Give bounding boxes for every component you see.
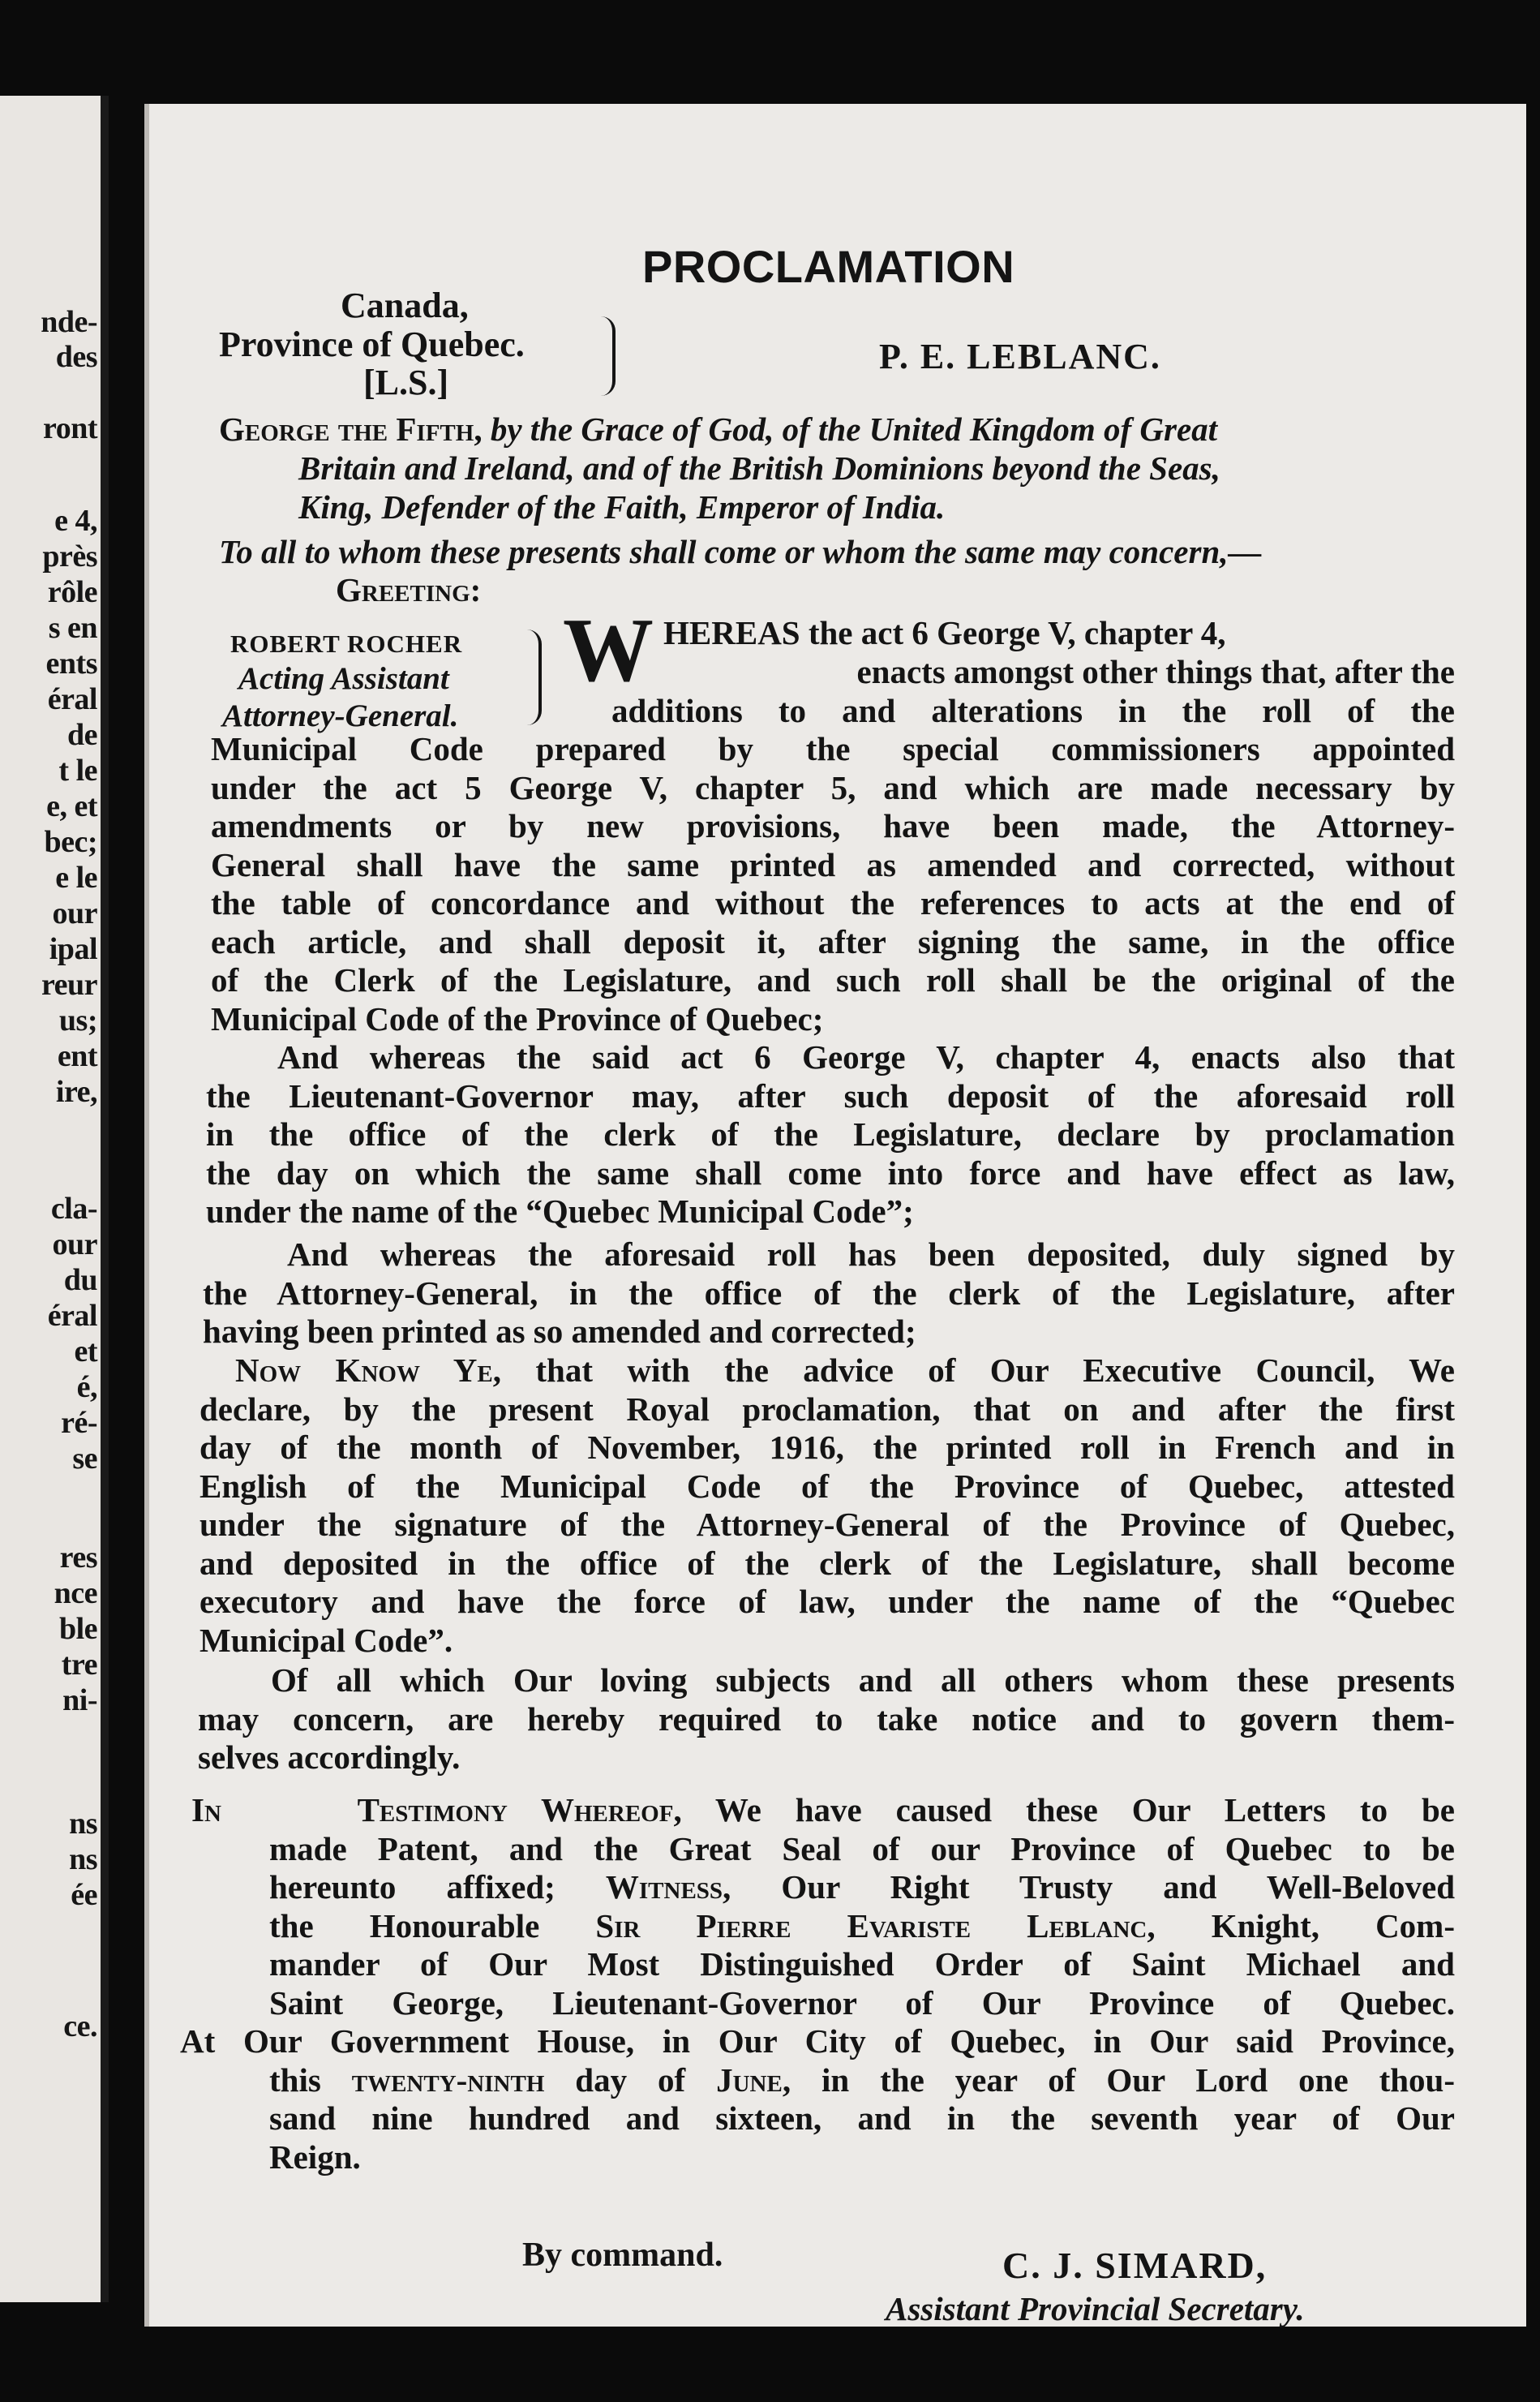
- proclamation-page: [144, 104, 1526, 2327]
- testimony-line8: this twenty-ninth day of June, in the year of Our Lord one thou-: [269, 2060, 1455, 2099]
- testimony-line6: Saint George, Lieutenant-Governor of Our Province of Quebec.: [269, 1983, 1455, 2022]
- p1-line6: amendments or by new provisions, have been made, the Attorney-: [211, 807, 1455, 844]
- p2-line1: And whereas the said act 6 George V, chapter 4, enacts also that: [277, 1038, 1455, 1076]
- p4-line5: under the signature of the Attorney-General of the Province of Quebec,: [199, 1506, 1455, 1543]
- officer-name: ROBERT ROCHER: [230, 630, 463, 658]
- p1-line4: Municipal Code prepared by the special commissioners appointed: [211, 730, 1455, 767]
- left-page-fragment: e 4,: [54, 504, 97, 538]
- left-page-fragment: é,: [76, 1370, 97, 1404]
- adjacent-page-strip: [0, 96, 109, 2302]
- address-line: To all to whom these presents shall come or whom the same may concern,—: [219, 533, 1262, 570]
- p4-line1: Now Know Ye, that with the advice of Our Executive Council, We: [235, 1351, 1455, 1389]
- left-page-fragment: ent: [57, 1039, 97, 1073]
- testimony-line7: At Our Government House, in Our City of Quebec, in Our said Province,: [180, 2022, 1455, 2060]
- left-page-fragment: ipal: [49, 932, 97, 966]
- p1-line9: each article, and shall deposit it, after signing the same, in the office: [211, 922, 1455, 960]
- now-know-ye: Now Know Ye,: [235, 1351, 502, 1389]
- signatory-title: Assistant Provincial Secretary.: [886, 2290, 1305, 2327]
- paragraph-3: [203, 1235, 1455, 1351]
- left-page-fragment: e le: [55, 861, 97, 895]
- left-page-fragment: ce.: [63, 2009, 97, 2043]
- greeting: Greeting:: [336, 571, 482, 608]
- governor-name: P. E. LEBLANC.: [879, 337, 1161, 376]
- testimony-line1: In Testimony Whereof, We have caused these Our Letters to be: [191, 1791, 1455, 1828]
- left-page-fragment: reur: [41, 968, 97, 1002]
- left-page-fragment: se: [72, 1442, 97, 1476]
- p4-line7: executory and have the force of law, under the name of the “Quebec: [199, 1583, 1455, 1620]
- left-page-fragment: ble: [58, 1612, 97, 1646]
- left-page-fragment: ront: [43, 411, 97, 445]
- left-page-fragment: ni-: [62, 1683, 97, 1717]
- p4-line3: day of the month of November, 1916, the printed roll in French and in: [199, 1429, 1455, 1466]
- left-page-fragment: our: [52, 1227, 97, 1261]
- paragraph-1-body: [211, 730, 1455, 1038]
- officer-brace: [525, 630, 542, 725]
- p3-line1: And whereas the aforesaid roll has been deposited, duly signed by: [287, 1235, 1455, 1273]
- left-page-fragment: t le: [58, 754, 97, 788]
- left-page-fragment: cla-: [50, 1192, 97, 1226]
- p2-line3: in the office of the clerk of the Legislature, declare by proclamation: [206, 1115, 1455, 1153]
- p1-line5: under the act 5 George V, chapter 5, and which are made necessary by: [211, 768, 1455, 806]
- p1-line10: of the Clerk of the Legislature, and such roll shall be the original of the: [211, 961, 1455, 999]
- p3-line2: the Attorney-General, in the office of the clerk of the Legislature, after: [203, 1274, 1455, 1312]
- drop-cap: W: [563, 600, 654, 701]
- place-canada: Canada,: [341, 286, 469, 325]
- in-testimony-whereof: Testimony Whereof,: [357, 1791, 682, 1828]
- by-command: By command.: [522, 2237, 723, 2274]
- paragraph-1-intro: [563, 600, 1455, 701]
- p1-line3: additions to and alterations in the roll of the: [611, 692, 1455, 729]
- left-page-fragment: rôle: [47, 575, 97, 609]
- p5-line2: may concern, are hereby required to take notice and to govern them-: [198, 1699, 1455, 1738]
- left-page-fragment: près: [42, 539, 97, 574]
- paragraph-2: [206, 1038, 1455, 1231]
- testimony-line2: made Patent, and the Great Seal of our Province of Quebec to be: [269, 1829, 1455, 1867]
- p2-line4: the day on which the same shall come into force and have effect as law,: [206, 1154, 1455, 1192]
- king-line2: Britain and Ireland, and of the British Dominions beyond the Seas,: [298, 449, 1220, 487]
- left-page-fragment: tre: [61, 1648, 97, 1682]
- page-title: PROCLAMATION: [642, 241, 1015, 292]
- paragraph-5: [198, 1661, 1455, 1777]
- officer-title-line2: Attorney-General.: [222, 698, 459, 733]
- seal-marker: [L.S.]: [363, 363, 449, 402]
- king-title-line1: by the Grace of God, of the United Kingdom of Great: [490, 410, 1218, 448]
- king-line3: King, Defender of the Faith, Emperor of India.: [298, 488, 946, 526]
- testimony-block: [180, 1791, 1456, 2176]
- left-page-fragment: éral: [47, 682, 97, 716]
- p4-line2: declare, by the present Royal proclamation, that on and after the first: [199, 1390, 1455, 1428]
- left-page-fragment: ée: [71, 1878, 97, 1912]
- left-page-fragment: ents: [45, 647, 97, 681]
- left-page-fragment: s en: [48, 611, 97, 645]
- left-page-fragment: des: [55, 340, 97, 374]
- left-page-fragment: us;: [58, 1003, 97, 1038]
- left-page-fragment: ire,: [55, 1075, 97, 1109]
- p1-line8: the table of concordance and without the references to acts at the end of: [211, 884, 1455, 922]
- signatory-name: C. J. SIMARD,: [1002, 2245, 1268, 2286]
- p4-line6: and deposited in the office of the clerk of the Legislature, shall become: [199, 1544, 1455, 1582]
- header-brace: [599, 316, 616, 396]
- p1-line2: enacts amongst other things that, after the: [856, 653, 1455, 690]
- left-page-fragment: e, et: [46, 789, 97, 823]
- left-page-fragment: bec;: [44, 825, 97, 859]
- left-page-fragment: res: [59, 1540, 97, 1575]
- left-page-fragment: nde-: [41, 305, 97, 339]
- p4-line8: Municipal Code”.: [199, 1621, 453, 1659]
- p2-line2: the Lieutenant-Governor may, after such deposit of the aforesaid roll: [206, 1076, 1455, 1115]
- p2-line5: under the name of the “Quebec Municipal Code”;: [206, 1192, 914, 1230]
- left-page-fragment: our: [52, 896, 97, 930]
- paragraph-4: [199, 1351, 1455, 1660]
- left-page-fragment: éral: [47, 1299, 97, 1333]
- p3-line3: having been printed as so amended and corrected;: [203, 1313, 916, 1350]
- p5-line1: Of all which Our loving subjects and all others whom these presents: [271, 1661, 1455, 1699]
- officer-title-line1: Acting Assistant: [238, 661, 449, 696]
- left-page-fragment: nce: [54, 1576, 97, 1610]
- p1-line11: Municipal Code of the Province of Quebec;: [211, 999, 824, 1038]
- left-page-fragment: du: [63, 1263, 97, 1297]
- king-line1: [219, 410, 1452, 449]
- left-page-fragment: ns: [69, 1807, 97, 1841]
- left-page-fragment: et: [74, 1334, 97, 1369]
- p1-line7: General shall have the same printed as amended and corrected, without: [211, 845, 1455, 883]
- testimony-line3: hereunto affixed; Witness, Our Right Trusty and Well-Beloved: [269, 1868, 1456, 1906]
- testimony-line5: mander of Our Most Distinguished Order of Saint Michael and: [269, 1945, 1455, 1983]
- p4-line4: English of the Municipal Code of the Province of Quebec, attested: [199, 1467, 1455, 1505]
- testimony-line4: the Honourable Sir Pierre Evariste Leblanc, Knight, Com-: [269, 1906, 1455, 1944]
- place-province: Province of Quebec.: [219, 324, 525, 364]
- left-page-fragment: ré-: [61, 1406, 97, 1440]
- king-name: George the Fifth,: [219, 410, 483, 448]
- left-page-fragment: de: [67, 718, 97, 752]
- p1-line1: HEREAS the act 6 George V, chapter 4,: [663, 614, 1226, 651]
- testimony-line10: Reign.: [269, 2138, 361, 2176]
- p5-line3: selves accordingly.: [198, 1738, 461, 1776]
- left-page-fragment: ns: [69, 1842, 97, 1876]
- testimony-line9: sand nine hundred and sixteen, and in the seventh year of Our: [269, 2099, 1455, 2137]
